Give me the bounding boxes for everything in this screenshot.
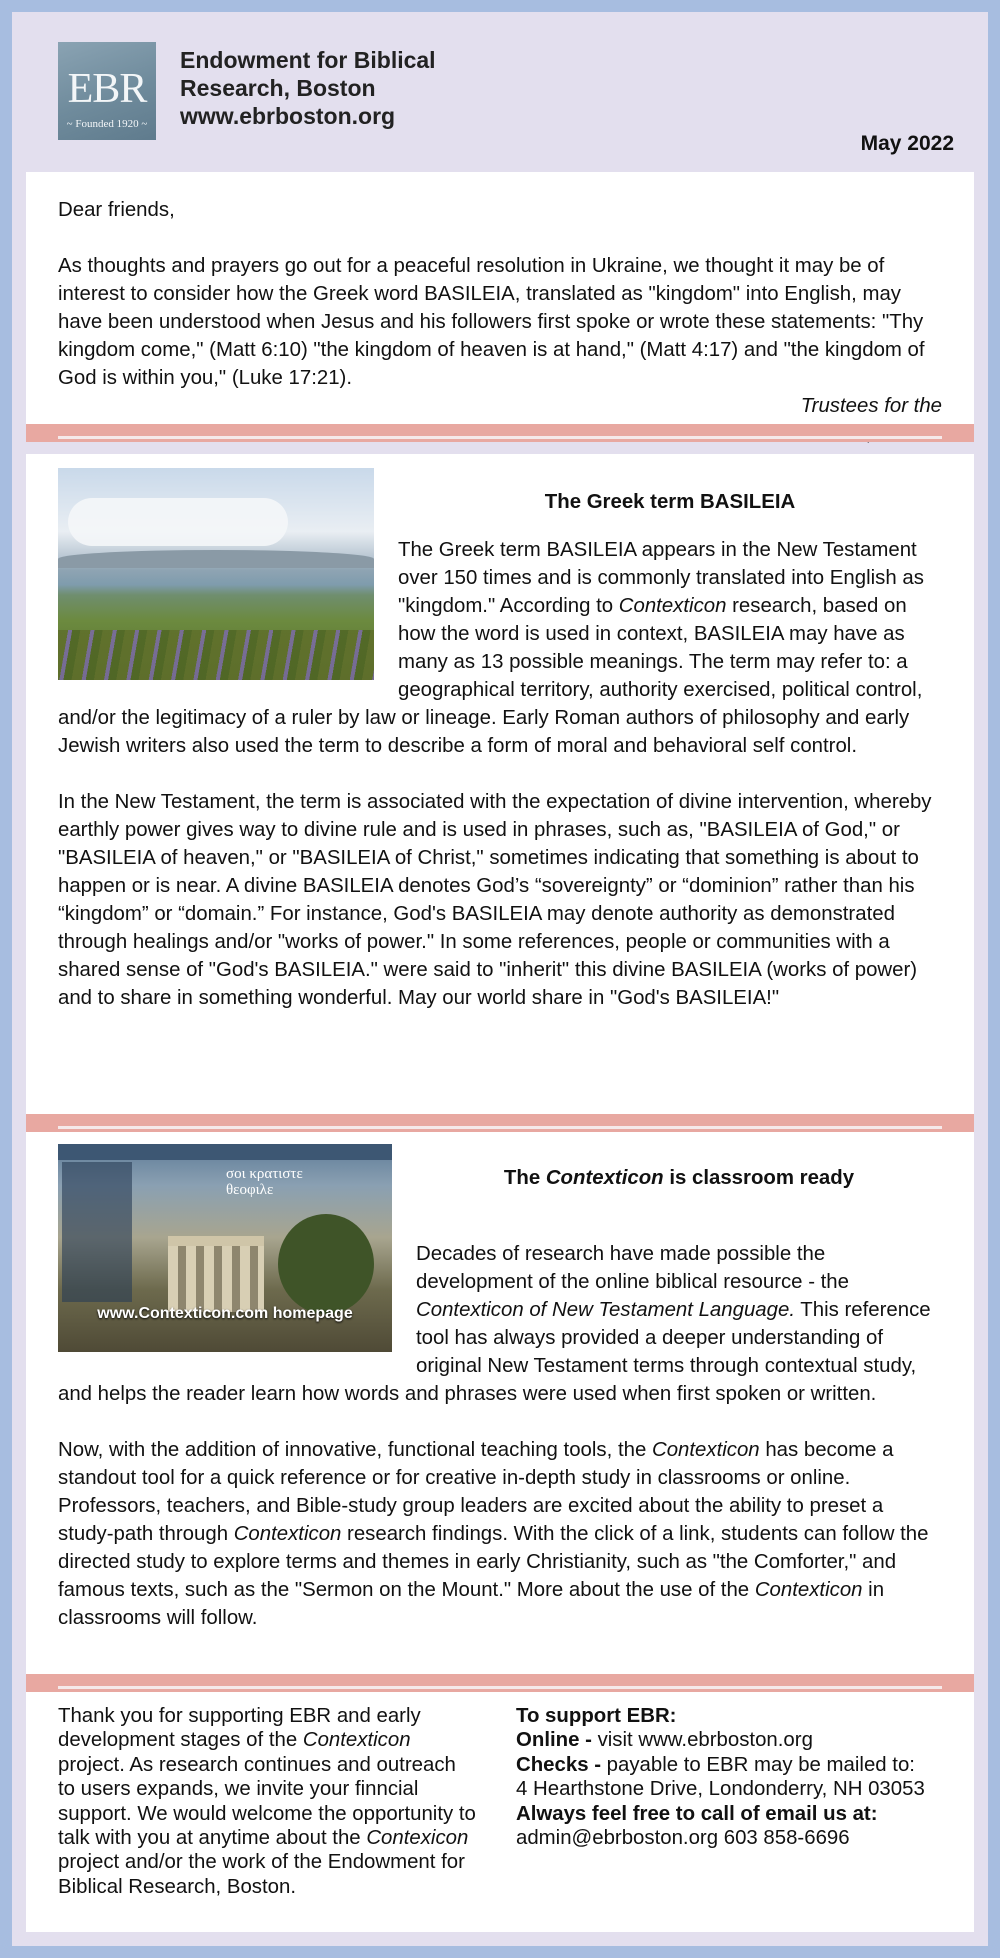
greek-heading: σοι κρατιστε θεοφιλε [226,1166,303,1198]
article-basileia [26,454,974,1114]
image-caption: www.Contexticon.com homepage [97,1305,353,1322]
issue-date: May 2022 [860,132,954,155]
org-name-line1: Endowment for Biblical [180,47,436,73]
org-name [180,46,436,130]
logo-letters: EBR [67,66,147,112]
article-title: The Greek term BASILEIA [544,491,796,513]
contact-email-phone[interactable]: admin@ebrboston.org 603 858-6696 [516,1827,850,1850]
org-website-link[interactable]: www.ebrboston.org [180,103,396,129]
contexticon-homepage-image [58,1144,392,1352]
contact-heading: Always feel free to call of email us at: [516,1802,878,1825]
footer-support [26,1692,974,1932]
ebr-logo [58,42,156,140]
greeting: Dear friends, [58,199,175,221]
support-heading: To support EBR: [516,1705,677,1727]
logo-founded-text: ~ Founded 1920 ~ [66,118,148,130]
article-paragraph: In the New Testament, the term is associated with the expectation of divine intervention, whereby earthly power gives way to divine rule and is used in phrases, such as, "BASILEIA of God," or "BASILEIA of heaven," or "BASILEIA of Christ," sometimes indicating that something is about to happen or is near. A divine BASILEIA denotes God’s “sovereignty” or “dominion” rather than his “kingdom” or “domain.” For instance, God's BASILEIA may denote authority as demonstrated through healings and/or "works of power." In some references, people or communities with a shared sense of "God's BASILEIA." were said to "inherit" this divine BASILEIA (works of power) and to share in something wonderful. May our world share in "God's BASILEIA!" [58,791,932,1009]
divider-band [26,1114,974,1132]
galilee-landscape-image [58,468,374,680]
intro-body: As thoughts and prayers go out for a peaceful resolution in Ukraine, we thought it may be of interest to consider how the Greek word BASILEIA, translated as "kingdom" into English, may have been understood when Jesus and his followers first spoke or wrote these statements: "Thy kingdom come," (Matt 6:10) "the kingdom of heaven is at hand," (Matt 4:17) and "the kingdom of God is within you," (Luke 17:21). [58,255,925,389]
signature-line1: Trustees for the [800,395,942,417]
online-support-link[interactable]: visit www.ebrboston.org [597,1729,813,1752]
newsletter-frame [12,12,988,1946]
intro-letter [26,172,974,424]
article-paragraph: The Greek term BASILEIA appears in the New Testament over 150 times and is commonly translated into English as "kingdom." According to Contexticon research, based on how the word is used in context, BASILEIA may have as many as 13 possible meanings. The term may refer to: a geographical territory, authority exercised, political control, and/or the legitimacy of a ruler by law or lineage. Early Roman authors of philosophy and early Jewish writers also used the term to describe a form of moral and behavioral self control. [58,539,924,757]
article-title: The Contexticon is classroom ready [503,1167,855,1189]
org-name-line2: Research, Boston [180,75,376,101]
article-paragraph: Decades of research have made possible the development of the online biblical resource - the Contexticon of New Testament Language. This reference tool has always provided a deeper understanding of original New Testament terms through contextual study, and helps the reader learn how words and phrases were used when first spoken or written. [58,1243,931,1405]
temple-ruins [168,1236,264,1312]
header [12,12,988,172]
support-info: To support EBR: Online - visit www.ebrboston.org Checks - payable to EBR may be mailed to: 4 Hearthstone Drive, Londonderry, NH 03053 Always feel free to call of email us at: admin@ebrboston.org 603 858-6696 [516,1704,946,1850]
divider-band [26,1674,974,1692]
article-paragraph: Now, with the addition of innovative, functional teaching tools, the Contexticon has become a standout tool for a quick reference or for creative in-depth study in classrooms or online. Professors, teachers, and Bible-study group leaders are excited about the ability to preset a study-path through Contexticon research findings. With the click of a link, students can follow the directed study to explore terms and themes in early Christianity, such as "the Comforter," and famous texts, such as the "Sermon on the Mount." More about the use of the Contexticon in classrooms will follow. [58,1439,929,1629]
article-contexticon [26,1132,974,1674]
divider-band [26,424,974,442]
mailing-address: 4 Hearthstone Drive, Londonderry, NH 03053 [516,1778,925,1801]
thank-you-note: Thank you for supporting EBR and early development stages of the Contexticon project. As research continues and outreach to users expands, we invite your finncial support. We would welcome the opportunity to talk with you at anytime about the Contexicon project and/or the work of the Endowment for Biblical Research, Boston. [58,1705,476,1898]
